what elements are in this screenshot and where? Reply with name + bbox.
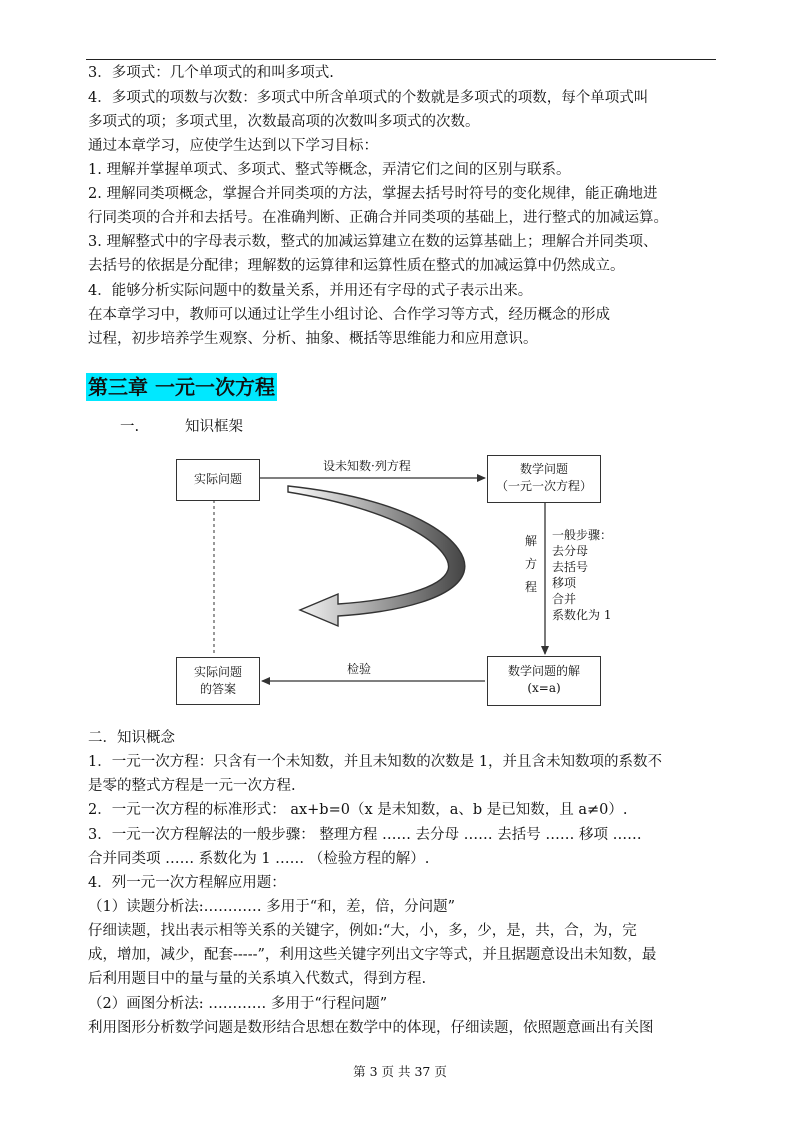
box-real-answer-line2: 的答案 <box>199 682 236 696</box>
step-item: 系数化为 1 <box>552 608 612 622</box>
text-line: 后利用题目中的量与量的关系填入代数式，得到方程. <box>88 971 427 987</box>
text-line: 3．一元一次方程解法的一般步骤： 整理方程 …… 去分母 …… 去括号 …… 移项 …… <box>88 827 642 843</box>
label-set-unknown: 设未知数·列方程 <box>323 459 411 473</box>
text-line: 1．一元一次方程：只含有一个未知数，并且未知数的次数是 1，并且含未知数项的系数不 <box>88 754 663 770</box>
step-item: 合并 <box>552 592 577 606</box>
text-line: 4．多项式的项数与次数：多项式中所含单项式的个数就是多项式的项数，每个单项式叫 <box>88 90 649 106</box>
text-line: 行同类项的合并和去括号。在准确判断、正确合并同类项的基础上，进行整式的加减运算。 <box>88 210 668 226</box>
label-solve-3: 程 <box>525 580 538 594</box>
box-math-problem-line2: （一元一次方程） <box>495 479 592 493</box>
box-math-problem-line1: 数学问题 <box>519 462 568 476</box>
text-line: 去括号的依据是分配律；理解数的运算律和运算性质在整式的加减运算中仍然成立。 <box>88 258 625 274</box>
text-line: （2）画图分析法: ………… 多用于“行程问题” <box>88 996 388 1012</box>
text-line: 多项式的项；多项式里，次数最高项的次数叫多项式的次数。 <box>88 114 480 130</box>
text-line: 成，增加，减少，配套-----”，利用这些关键字列出文字等式，并且据题意设出未知数，最 <box>88 947 657 963</box>
text-line: 在本章学习中，教师可以通过让学生小组讨论、合作学习等方式，经历概念的形成 <box>88 307 610 323</box>
step-item: 去分母 <box>552 544 589 558</box>
label-check: 检验 <box>347 662 372 676</box>
text-line: 2. 理解同类项概念，掌握合并同类项的方法，掌握去括号时符号的变化规律，能正确地进 <box>88 186 658 202</box>
box-real-problem-label: 实际问题 <box>193 472 242 486</box>
chapter-title: 第三章 一元一次方程 <box>88 375 275 399</box>
text-line: 3．多项式：几个单项式的和叫多项式. <box>88 65 334 81</box>
text-line: 合并同类项 …… 系数化为 1 …… （检验方程的解）. <box>88 851 430 867</box>
text-line: 是零的整式方程是一元一次方程. <box>88 778 296 794</box>
text-line: 3. 理解整式中的字母表示数，整式的加减运算建立在数的运算基础上；理解合并同类项、 <box>88 234 658 250</box>
text-line: 二．知识概念 <box>88 730 175 746</box>
step-heading: 一般步骤： <box>552 528 613 542</box>
section-number: 一. <box>120 419 140 435</box>
label-solve-1: 解 <box>525 534 538 548</box>
text-line: （1）读题分析法:………… 多用于“和，差，倍，分问题” <box>88 899 456 915</box>
box-math-solution-line1: 数学问题的解 <box>507 664 580 678</box>
text-line: 2．一元一次方程的标准形式： ax+b=0（x 是未知数，a、b 是已知数，且 a≠0）. <box>88 802 628 818</box>
text-line: 4．能够分析实际问题中的数量关系，并用还有字母的式子表示出来。 <box>88 283 533 299</box>
box-real-problem <box>176 459 260 501</box>
label-solve-2: 方 <box>525 557 538 571</box>
step-item: 去括号 <box>552 560 589 574</box>
page-footer: 第 3 页 共 37 页 <box>353 1064 447 1079</box>
text-line: 利用图形分析数学问题是数形结合思想在数学中的体现，仔细读题，依照题意画出有关图 <box>88 1020 654 1036</box>
box-math-solution <box>487 656 601 706</box>
text-line: 仔细读题，找出表示相等关系的关键字，例如:“大，小，多，少，是，共，合，为，完 <box>88 923 637 939</box>
text-line: 通过本章学习，应使学生达到以下学习目标： <box>88 138 378 154</box>
box-math-solution-line2: (x=a) <box>527 681 561 695</box>
box-real-answer-line1: 实际问题 <box>193 665 242 679</box>
text-line: 4．列一元一次方程解应用题： <box>88 875 286 891</box>
text-line: 过程，初步培养学生观察、分析、抽象、概括等思维能力和应用意识。 <box>88 331 538 347</box>
curved-return-arrow <box>288 486 465 626</box>
box-math-problem <box>487 455 601 503</box>
box-real-answer <box>176 657 260 705</box>
step-item: 移项 <box>552 576 577 590</box>
text-line: 1. 理解并掌握单项式、多项式、整式等概念，弄清它们之间的区别与联系。 <box>88 162 571 178</box>
section-title: 知识框架 <box>185 419 243 435</box>
